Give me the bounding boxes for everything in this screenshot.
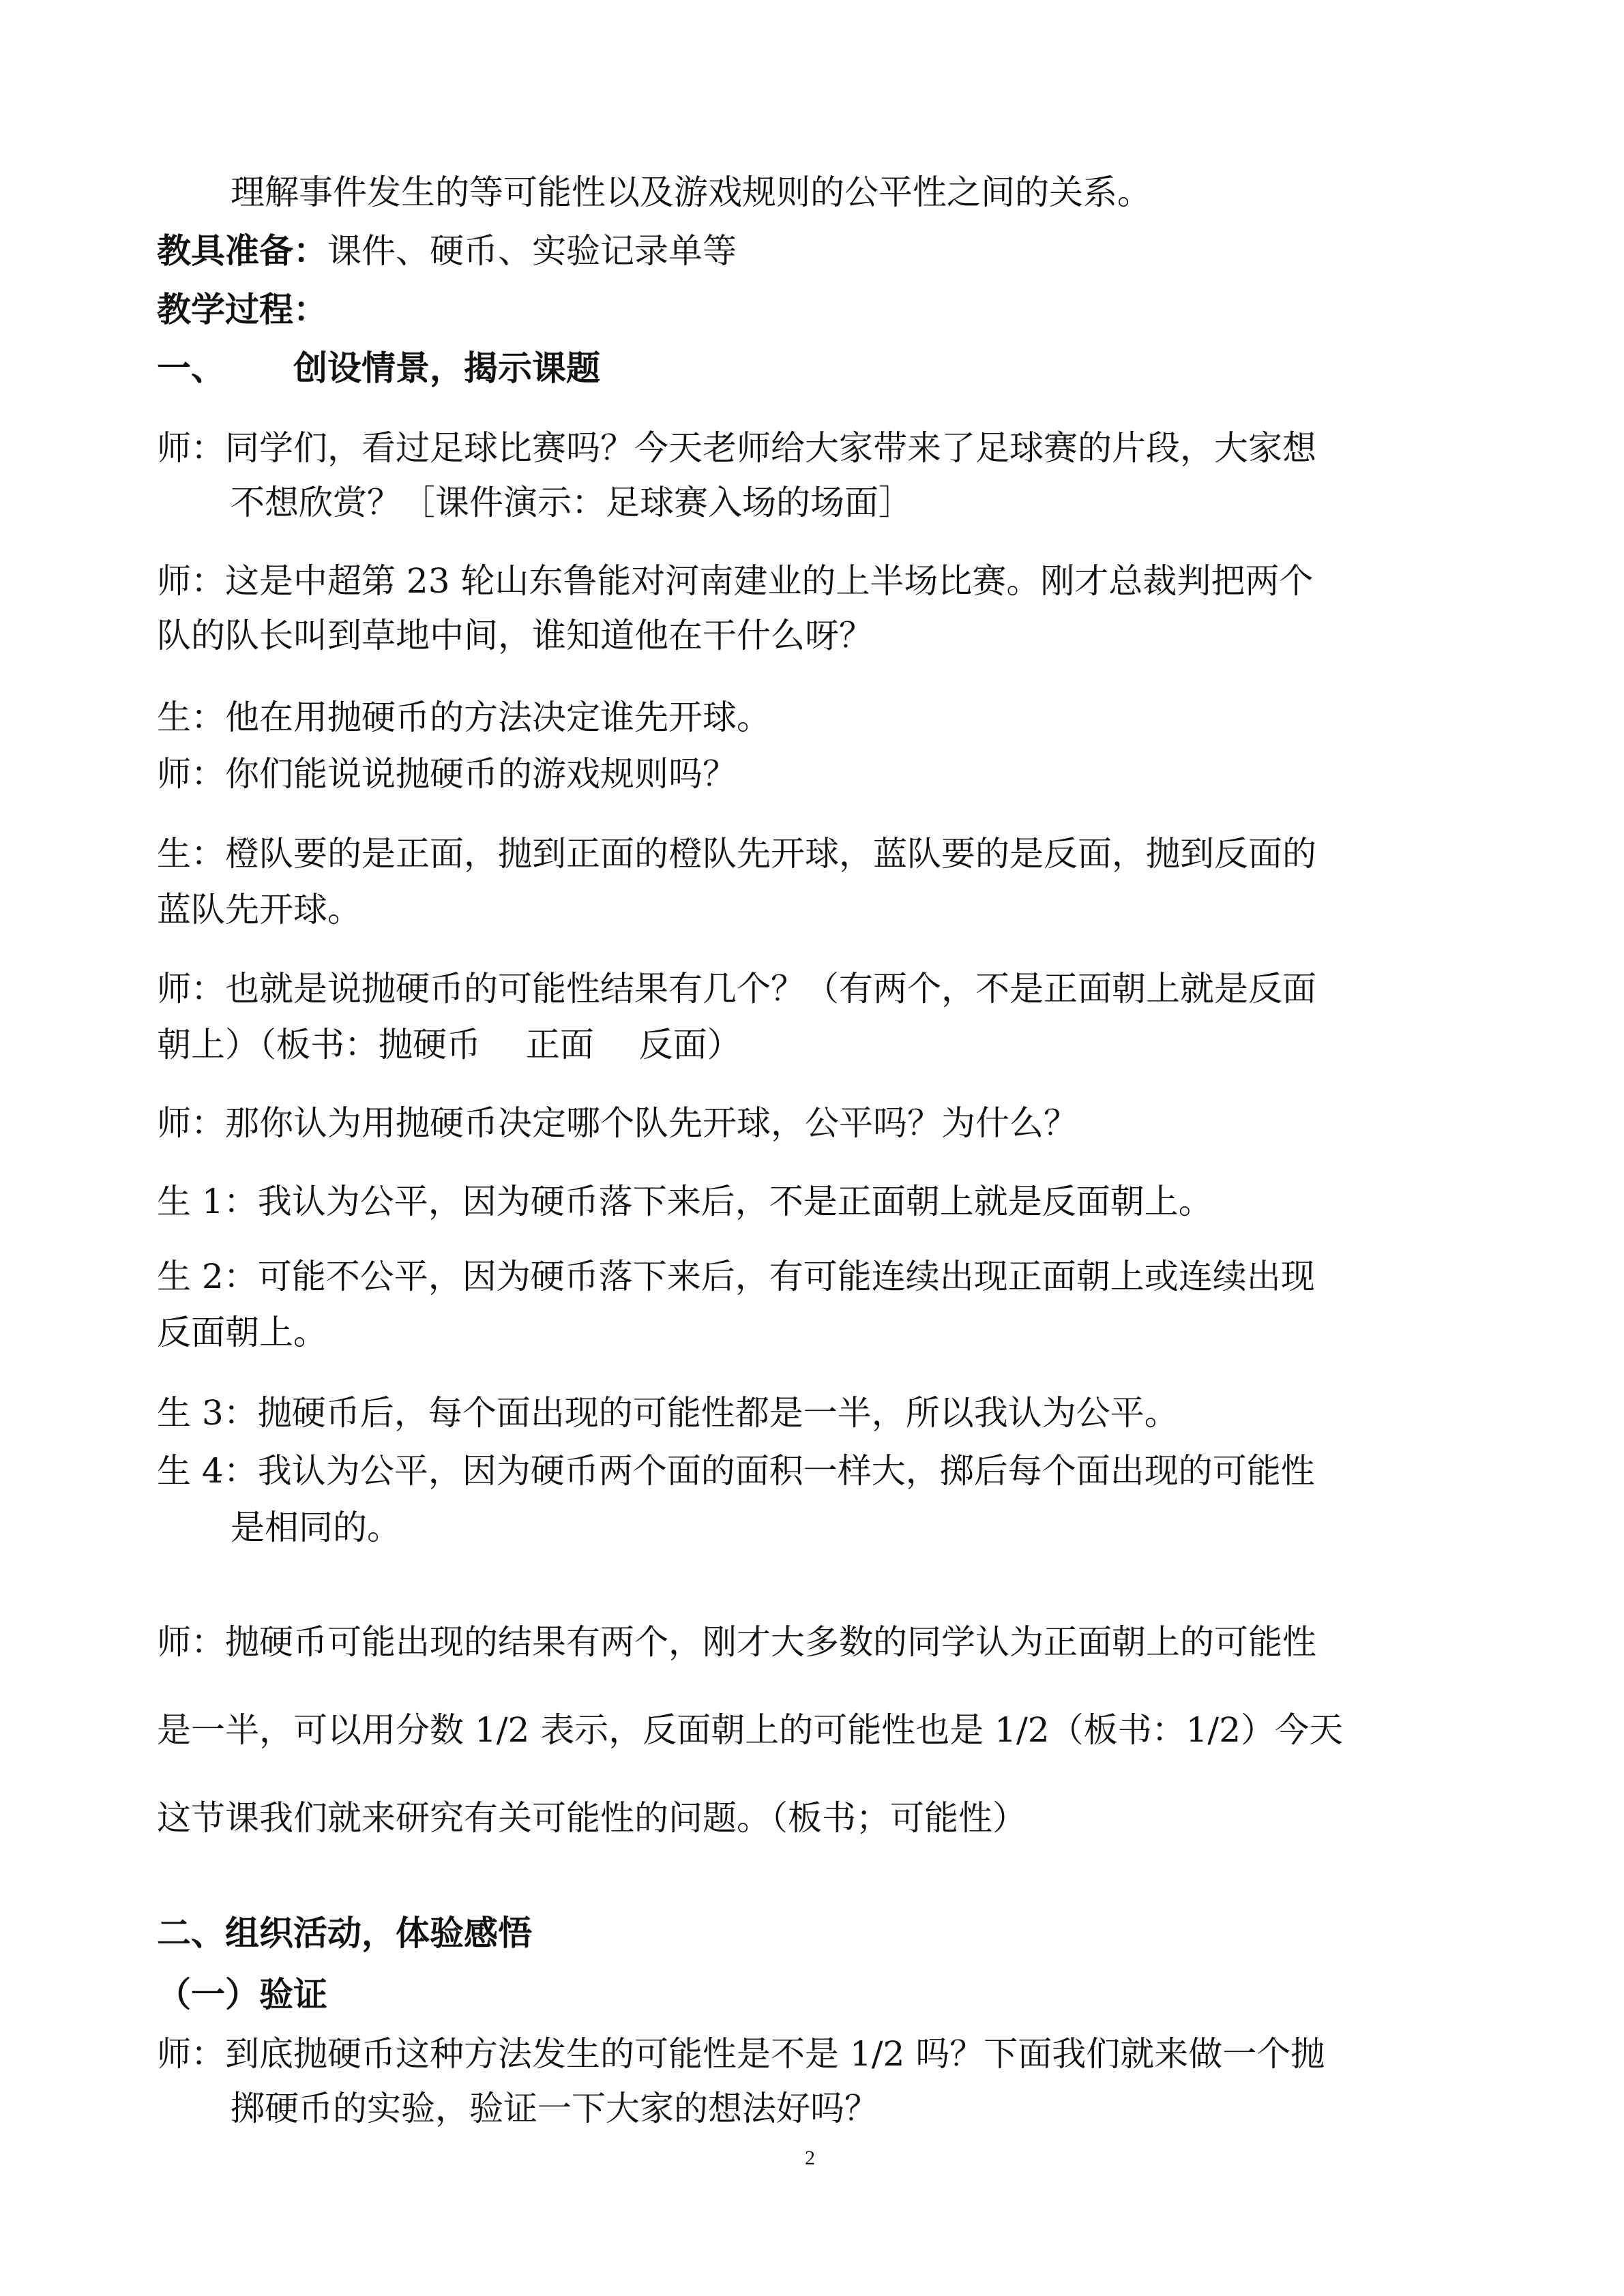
paragraph-line: 朝上）（板书：抛硬币 正面 反面） [157, 1025, 741, 1064]
paragraph-line: 不想欣赏？［课件演示：足球赛入场的场面］ [231, 483, 913, 522]
materials-text: 课件、硬币、实验记录单等 [327, 231, 737, 271]
paragraph-line: 师：你们能说说抛硬币的游戏规则吗？ [157, 754, 737, 794]
paragraph-line: 师：抛硬币可能出现的结果有两个，刚才大多数的同学认为正面朝上的可能性 [157, 1622, 1316, 1662]
process-heading: 教学过程： [157, 290, 327, 329]
paragraph-line: 生 2：可能不公平，因为硬币落下来后，有可能连续出现正面朝上或连续出现 [157, 1257, 1315, 1296]
paragraph-line: 掷硬币的实验，验证一下大家的想法好吗？ [231, 2089, 879, 2128]
paragraph-line: 师：也就是说抛硬币的可能性结果有几个？（有两个，不是正面朝上就是反面 [157, 969, 1316, 1009]
section-one-heading [157, 346, 600, 390]
paragraph-line: 这节课我们就来研究有关可能性的问题。（板书；可能性） [157, 1798, 1027, 1838]
paragraph-line: 师：那你认为用抛硬币决定哪个队先开球，公平吗？为什么？ [157, 1103, 1078, 1143]
page-number: 2 [805, 2147, 815, 2169]
section-one-title: 创设情景，揭示课题 [293, 348, 600, 388]
section-one-number: 一、 [157, 348, 225, 388]
paragraph-line: 生 1：我认为公平，因为硬币落下来后，不是正面朝上就是反面朝上。 [157, 1182, 1213, 1221]
paragraph-line: 生：橙队要的是正面，抛到正面的橙队先开球，蓝队要的是反面，抛到反面的 [157, 834, 1316, 874]
paragraph-line: 生：他在用抛硬币的方法决定谁先开球。 [157, 698, 771, 737]
paragraph-line: 师：这是中超第 23 轮山东鲁能对河南建业的上半场比赛。刚才总裁判把两个 [157, 561, 1314, 601]
paragraph-line: 师：同学们，看过足球比赛吗？今天老师给大家带来了足球赛的片段，大家想 [157, 428, 1316, 468]
materials-label: 教具准备： [157, 231, 327, 271]
paragraph-line: 生 4：我认为公平，因为硬币两个面的面积一样大，掷后每个面出现的可能性 [157, 1451, 1315, 1491]
materials-line [157, 229, 737, 273]
paragraph-line: 反面朝上。 [157, 1313, 327, 1352]
paragraph-line: 是一半，可以用分数 1/2 表示，反面朝上的可能性也是 1/2（板书：1/2）今天 [157, 1710, 1344, 1750]
objective-line: 理解事件发生的等可能性以及游戏规则的公平性之间的关系。 [231, 173, 1151, 212]
paragraph-line: 队的队长叫到草地中间，谁知道他在干什么呀？ [157, 616, 873, 655]
subsection-heading: （一）验证 [157, 1975, 327, 2014]
section-two-heading: 二、组织活动，体验感悟 [157, 1913, 532, 1953]
paragraph-line: 生 3：抛硬币后，每个面出现的可能性都是一半，所以我认为公平。 [157, 1393, 1179, 1433]
paragraph-line: 是相同的。 [231, 1508, 401, 1547]
paragraph-line: 师：到底抛硬币这种方法发生的可能性是不是 1/2 吗？下面我们就来做一个抛 [157, 2034, 1325, 2074]
paragraph-line: 蓝队先开球。 [157, 890, 361, 929]
